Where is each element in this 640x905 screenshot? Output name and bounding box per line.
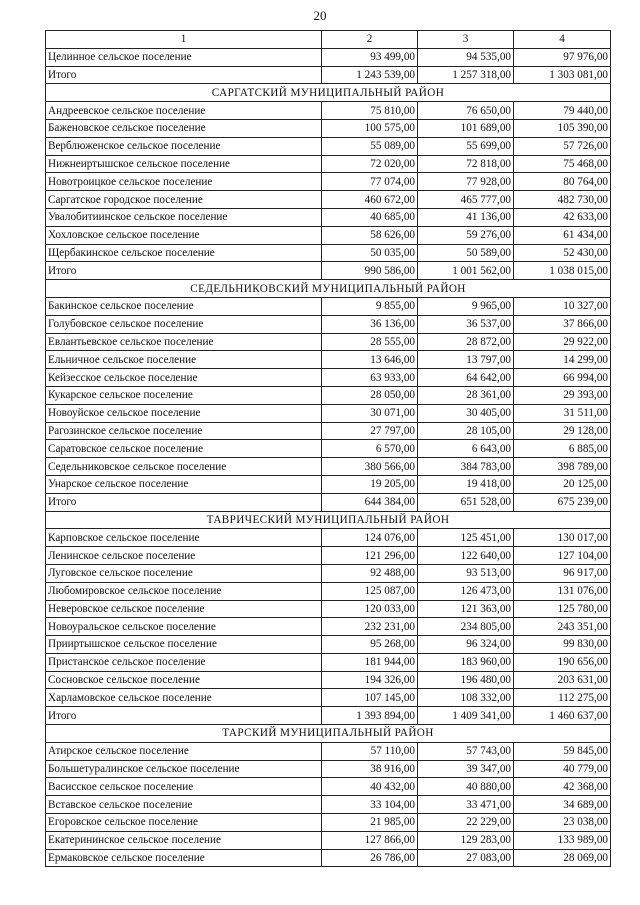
- settlement-name-cell: Итого: [46, 707, 322, 725]
- settlement-name-cell: Ленинское сельское поселение: [46, 547, 322, 565]
- value-col3-cell: 94 535,00: [418, 48, 514, 66]
- value-col2-cell: 232 231,00: [322, 618, 418, 636]
- value-col2-cell: 990 586,00: [322, 262, 418, 280]
- value-col3-cell: 27 083,00: [418, 849, 514, 867]
- settlement-name-cell: Бакинское сельское поселение: [46, 297, 322, 315]
- value-col2-cell: 28 555,00: [322, 333, 418, 351]
- value-col4-cell: 37 866,00: [514, 315, 611, 333]
- value-col3-cell: 28 105,00: [418, 422, 514, 440]
- value-col4-cell: 29 393,00: [514, 386, 611, 404]
- table-row: [46, 742, 611, 760]
- value-col3-cell: 96 324,00: [418, 636, 514, 654]
- settlement-name-cell: Васисское сельское поселение: [46, 778, 322, 796]
- table-row: [46, 244, 611, 262]
- value-col3-cell: 6 643,00: [418, 440, 514, 458]
- value-col4-cell: 29 128,00: [514, 422, 611, 440]
- value-col4-cell: 29 922,00: [514, 333, 611, 351]
- value-col2-cell: 40 432,00: [322, 778, 418, 796]
- settlement-name-cell: Вставское сельское поселение: [46, 796, 322, 814]
- settlement-name-cell: Прииртышское сельское поселение: [46, 636, 322, 654]
- value-col4-cell: 80 764,00: [514, 173, 611, 191]
- value-col4-cell: 97 976,00: [514, 48, 611, 66]
- settlement-name-cell: Кукарское сельское поселение: [46, 386, 322, 404]
- value-col4-cell: 190 656,00: [514, 653, 611, 671]
- value-col3-cell: 93 513,00: [418, 564, 514, 582]
- value-col2-cell: 644 384,00: [322, 493, 418, 511]
- value-col2-cell: 21 985,00: [322, 814, 418, 832]
- settlement-name-cell: Пристанское сельское поселение: [46, 653, 322, 671]
- value-col3-cell: 234 805,00: [418, 618, 514, 636]
- value-col3-cell: 19 418,00: [418, 475, 514, 493]
- settlement-name-cell: Итого: [46, 493, 322, 511]
- settlement-name-cell: Екатерининское сельское поселение: [46, 831, 322, 849]
- table-row: [46, 475, 611, 493]
- value-col2-cell: 9 855,00: [322, 297, 418, 315]
- settlement-name-cell: Андреевское сельское поселение: [46, 102, 322, 120]
- value-col3-cell: 36 537,00: [418, 315, 514, 333]
- value-col3-cell: 125 451,00: [418, 529, 514, 547]
- value-col4-cell: 42 368,00: [514, 778, 611, 796]
- value-col4-cell: 133 989,00: [514, 831, 611, 849]
- table-row: [46, 369, 611, 387]
- settlement-name-cell: Харламовское сельское поселение: [46, 689, 322, 707]
- value-col4-cell: 1 038 015,00: [514, 262, 611, 280]
- value-col4-cell: 40 779,00: [514, 760, 611, 778]
- budget-table: [45, 30, 611, 867]
- value-col3-cell: 64 642,00: [418, 369, 514, 387]
- value-col4-cell: 52 430,00: [514, 244, 611, 262]
- value-col3-cell: 122 640,00: [418, 547, 514, 565]
- value-col4-cell: 23 038,00: [514, 814, 611, 832]
- value-col3-cell: 39 347,00: [418, 760, 514, 778]
- value-col2-cell: 19 205,00: [322, 475, 418, 493]
- section-title: СЕДЕЛЬНИКОВСКИЙ МУНИЦИПАЛЬНЫЙ РАЙОН: [46, 280, 611, 298]
- table-body: [46, 31, 611, 867]
- value-col3-cell: 72 818,00: [418, 155, 514, 173]
- value-col4-cell: 243 351,00: [514, 618, 611, 636]
- table-row: [46, 333, 611, 351]
- settlement-name-cell: Новоуральское сельское поселение: [46, 618, 322, 636]
- table-row: [46, 173, 611, 191]
- settlement-name-cell: Неверовское сельское поселение: [46, 600, 322, 618]
- table-row: [46, 297, 611, 315]
- total-row: [46, 493, 611, 511]
- value-col4-cell: 105 390,00: [514, 119, 611, 137]
- value-col2-cell: 107 145,00: [322, 689, 418, 707]
- table-row: [46, 564, 611, 582]
- table-row: [46, 458, 611, 476]
- table-row: [46, 547, 611, 565]
- value-col2-cell: 1 393 894,00: [322, 707, 418, 725]
- value-col4-cell: 57 726,00: [514, 137, 611, 155]
- settlement-name-cell: Баженовское сельское поселение: [46, 119, 322, 137]
- value-col3-cell: 33 471,00: [418, 796, 514, 814]
- table-row: [46, 422, 611, 440]
- table-row: [46, 814, 611, 832]
- value-col3-cell: 183 960,00: [418, 653, 514, 671]
- section-title: ТАВРИЧЕСКИЙ МУНИЦИПАЛЬНЫЙ РАЙОН: [46, 511, 611, 529]
- value-col4-cell: 125 780,00: [514, 600, 611, 618]
- value-col2-cell: 28 050,00: [322, 386, 418, 404]
- value-col3-cell: 28 872,00: [418, 333, 514, 351]
- table-row: [46, 849, 611, 867]
- total-row: [46, 262, 611, 280]
- settlement-name-cell: Кейзесское сельское поселение: [46, 369, 322, 387]
- settlement-name-cell: Итого: [46, 262, 322, 280]
- value-col2-cell: 72 020,00: [322, 155, 418, 173]
- table-row: [46, 102, 611, 120]
- table-row: [46, 155, 611, 173]
- value-col2-cell: 460 672,00: [322, 191, 418, 209]
- value-col2-cell: 77 074,00: [322, 173, 418, 191]
- value-col4-cell: 482 730,00: [514, 191, 611, 209]
- settlement-name-cell: Любомировское сельское поселение: [46, 582, 322, 600]
- value-col3-cell: 1 409 341,00: [418, 707, 514, 725]
- settlement-name-cell: Седельниковское сельское поселение: [46, 458, 322, 476]
- table-row: [46, 689, 611, 707]
- table-row: [46, 386, 611, 404]
- table-row: [46, 351, 611, 369]
- value-col4-cell: 66 994,00: [514, 369, 611, 387]
- value-col2-cell: 26 786,00: [322, 849, 418, 867]
- table-row: [46, 831, 611, 849]
- value-col3-cell: 465 777,00: [418, 191, 514, 209]
- value-col2-cell: 124 076,00: [322, 529, 418, 547]
- settlement-name-cell: Новотроицкое сельское поселение: [46, 173, 322, 191]
- value-col4-cell: 75 468,00: [514, 155, 611, 173]
- value-col3-cell: 384 783,00: [418, 458, 514, 476]
- value-col4-cell: 1 460 637,00: [514, 707, 611, 725]
- table-row: [46, 636, 611, 654]
- table-row: [46, 119, 611, 137]
- table-row: [46, 48, 611, 66]
- value-col2-cell: 63 933,00: [322, 369, 418, 387]
- value-col4-cell: 61 434,00: [514, 226, 611, 244]
- section-header-row: [46, 84, 611, 102]
- settlement-name-cell: Ермаковское сельское поселение: [46, 849, 322, 867]
- header-cell-4: 4: [514, 31, 611, 49]
- settlement-name-cell: Евлантьевское сельское поселение: [46, 333, 322, 351]
- value-col2-cell: 6 570,00: [322, 440, 418, 458]
- value-col3-cell: 126 473,00: [418, 582, 514, 600]
- value-col4-cell: 14 299,00: [514, 351, 611, 369]
- value-col4-cell: 398 789,00: [514, 458, 611, 476]
- value-col2-cell: 100 575,00: [322, 119, 418, 137]
- value-col3-cell: 40 880,00: [418, 778, 514, 796]
- value-col4-cell: 10 327,00: [514, 297, 611, 315]
- value-col3-cell: 129 283,00: [418, 831, 514, 849]
- value-col3-cell: 22 229,00: [418, 814, 514, 832]
- value-col2-cell: 30 071,00: [322, 404, 418, 422]
- value-col4-cell: 203 631,00: [514, 671, 611, 689]
- value-col4-cell: 96 917,00: [514, 564, 611, 582]
- table-row: [46, 778, 611, 796]
- value-col3-cell: 1 257 318,00: [418, 66, 514, 84]
- settlement-name-cell: Целинное сельское поселение: [46, 48, 322, 66]
- settlement-name-cell: Ельничное сельское поселение: [46, 351, 322, 369]
- value-col2-cell: 93 499,00: [322, 48, 418, 66]
- table-row: [46, 671, 611, 689]
- value-col2-cell: 50 035,00: [322, 244, 418, 262]
- value-col3-cell: 651 528,00: [418, 493, 514, 511]
- settlement-name-cell: Голубовское сельское поселение: [46, 315, 322, 333]
- value-col3-cell: 30 405,00: [418, 404, 514, 422]
- settlement-name-cell: Итого: [46, 66, 322, 84]
- section-title: САРГАТСКИЙ МУНИЦИПАЛЬНЫЙ РАЙОН: [46, 84, 611, 102]
- value-col4-cell: 112 275,00: [514, 689, 611, 707]
- settlement-name-cell: Карповское сельское поселение: [46, 529, 322, 547]
- table-header-row: [46, 31, 611, 49]
- value-col4-cell: 42 633,00: [514, 208, 611, 226]
- settlement-name-cell: Нижнеиртышское сельское поселение: [46, 155, 322, 173]
- settlement-name-cell: Верблюженское сельское поселение: [46, 137, 322, 155]
- table-row: [46, 440, 611, 458]
- settlement-name-cell: Саратовское сельское поселение: [46, 440, 322, 458]
- value-col2-cell: 58 626,00: [322, 226, 418, 244]
- value-col3-cell: 101 689,00: [418, 119, 514, 137]
- value-col2-cell: 1 243 539,00: [322, 66, 418, 84]
- header-cell-2: 2: [322, 31, 418, 49]
- value-col2-cell: 36 136,00: [322, 315, 418, 333]
- table-row: [46, 191, 611, 209]
- value-col2-cell: 38 916,00: [322, 760, 418, 778]
- value-col3-cell: 57 743,00: [418, 742, 514, 760]
- settlement-name-cell: Новоуйское сельское поселение: [46, 404, 322, 422]
- table-row: [46, 618, 611, 636]
- page-number: 20: [313, 8, 327, 23]
- table-row: [46, 137, 611, 155]
- value-col2-cell: 55 089,00: [322, 137, 418, 155]
- total-row: [46, 707, 611, 725]
- value-col4-cell: 127 104,00: [514, 547, 611, 565]
- table-row: [46, 600, 611, 618]
- table-row: [46, 226, 611, 244]
- table-row: [46, 315, 611, 333]
- table-row: [46, 582, 611, 600]
- settlement-name-cell: Щербакинское сельское поселение: [46, 244, 322, 262]
- value-col3-cell: 1 001 562,00: [418, 262, 514, 280]
- value-col2-cell: 92 488,00: [322, 564, 418, 582]
- value-col4-cell: 34 689,00: [514, 796, 611, 814]
- table-row: [46, 404, 611, 422]
- table-row: [46, 529, 611, 547]
- value-col4-cell: 131 076,00: [514, 582, 611, 600]
- value-col4-cell: 59 845,00: [514, 742, 611, 760]
- settlement-name-cell: Увалобитиинское сельское поселение: [46, 208, 322, 226]
- value-col3-cell: 121 363,00: [418, 600, 514, 618]
- value-col3-cell: 76 650,00: [418, 102, 514, 120]
- value-col3-cell: 59 276,00: [418, 226, 514, 244]
- table-row: [46, 208, 611, 226]
- settlement-name-cell: Большетуралинское сельское поселение: [46, 760, 322, 778]
- value-col3-cell: 55 699,00: [418, 137, 514, 155]
- value-col2-cell: 181 944,00: [322, 653, 418, 671]
- value-col4-cell: 99 830,00: [514, 636, 611, 654]
- value-col2-cell: 75 810,00: [322, 102, 418, 120]
- total-row: [46, 66, 611, 84]
- value-col3-cell: 13 797,00: [418, 351, 514, 369]
- value-col4-cell: 6 885,00: [514, 440, 611, 458]
- value-col4-cell: 28 069,00: [514, 849, 611, 867]
- value-col2-cell: 127 866,00: [322, 831, 418, 849]
- header-cell-1: 1: [46, 31, 322, 49]
- settlement-name-cell: Унарское сельское поселение: [46, 475, 322, 493]
- value-col4-cell: 31 511,00: [514, 404, 611, 422]
- value-col2-cell: 120 033,00: [322, 600, 418, 618]
- value-col2-cell: 95 268,00: [322, 636, 418, 654]
- section-header-row: [46, 280, 611, 298]
- value-col4-cell: 130 017,00: [514, 529, 611, 547]
- value-col3-cell: 9 965,00: [418, 297, 514, 315]
- value-col3-cell: 41 136,00: [418, 208, 514, 226]
- value-col2-cell: 125 087,00: [322, 582, 418, 600]
- value-col2-cell: 57 110,00: [322, 742, 418, 760]
- value-col2-cell: 13 646,00: [322, 351, 418, 369]
- settlement-name-cell: Атирское сельское поселение: [46, 742, 322, 760]
- value-col2-cell: 40 685,00: [322, 208, 418, 226]
- table-row: [46, 796, 611, 814]
- settlement-name-cell: Егоровское сельское поселение: [46, 814, 322, 832]
- settlement-name-cell: Сосновское сельское поселение: [46, 671, 322, 689]
- section-title: ТАРСКИЙ МУНИЦИПАЛЬНЫЙ РАЙОН: [46, 725, 611, 743]
- value-col3-cell: 77 928,00: [418, 173, 514, 191]
- table-row: [46, 760, 611, 778]
- value-col4-cell: 1 303 081,00: [514, 66, 611, 84]
- value-col2-cell: 380 566,00: [322, 458, 418, 476]
- value-col2-cell: 33 104,00: [322, 796, 418, 814]
- value-col3-cell: 28 361,00: [418, 386, 514, 404]
- settlement-name-cell: Луговское сельское поселение: [46, 564, 322, 582]
- table-row: [46, 653, 611, 671]
- value-col2-cell: 194 326,00: [322, 671, 418, 689]
- value-col4-cell: 675 239,00: [514, 493, 611, 511]
- value-col3-cell: 108 332,00: [418, 689, 514, 707]
- value-col3-cell: 50 589,00: [418, 244, 514, 262]
- settlement-name-cell: Хохловское сельское поселение: [46, 226, 322, 244]
- settlement-name-cell: Саргатское городское поселение: [46, 191, 322, 209]
- section-header-row: [46, 725, 611, 743]
- header-cell-3: 3: [418, 31, 514, 49]
- value-col4-cell: 79 440,00: [514, 102, 611, 120]
- value-col2-cell: 121 296,00: [322, 547, 418, 565]
- settlement-name-cell: Рагозинское сельское поселение: [46, 422, 322, 440]
- value-col2-cell: 27 797,00: [322, 422, 418, 440]
- value-col3-cell: 196 480,00: [418, 671, 514, 689]
- section-header-row: [46, 511, 611, 529]
- value-col4-cell: 20 125,00: [514, 475, 611, 493]
